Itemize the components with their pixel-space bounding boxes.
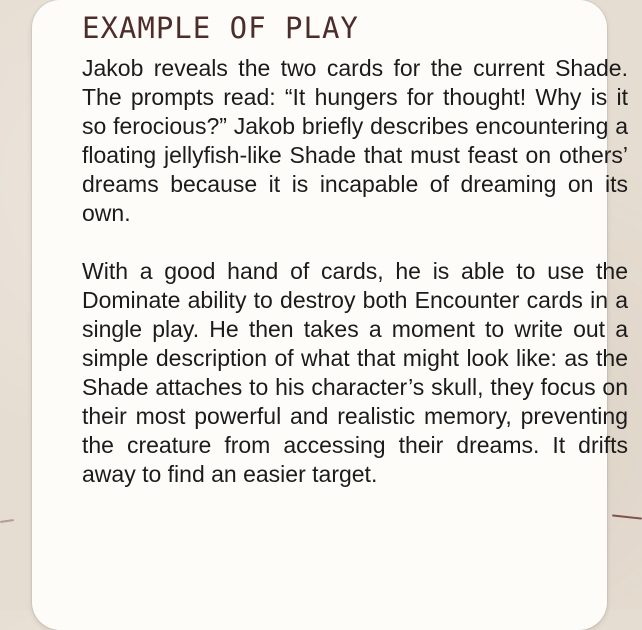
paper-scratch-mark (0, 519, 14, 523)
example-of-play-sidebar (32, 0, 628, 630)
sidebar-title: EXAMPLE OF PLAY (82, 11, 359, 45)
sidebar-paragraph-2: With a good hand of cards, he is able to use the Dominate ability to destroy both Encounter cards in a single play. He then takes a moment to write out a simple description of what that might look like: as the Shade attaches to his character’s skull, they focus on their most powerful and realistic memory, preventing the creature from accessing their dreams. It drifts away to find an easier target. (82, 258, 628, 487)
paper-ink-mark (612, 514, 642, 519)
sidebar-body (82, 54, 628, 489)
sidebar-paragraph-1: Jakob reveals the two cards for the current Shade. The prompts read: “It hungers for thought! Why is it so ferocious?” Jakob briefly describes encountering a floating jellyfish-like Shade that must feast on others’ dreams because it is incapable of dreaming on its own. (82, 55, 628, 226)
